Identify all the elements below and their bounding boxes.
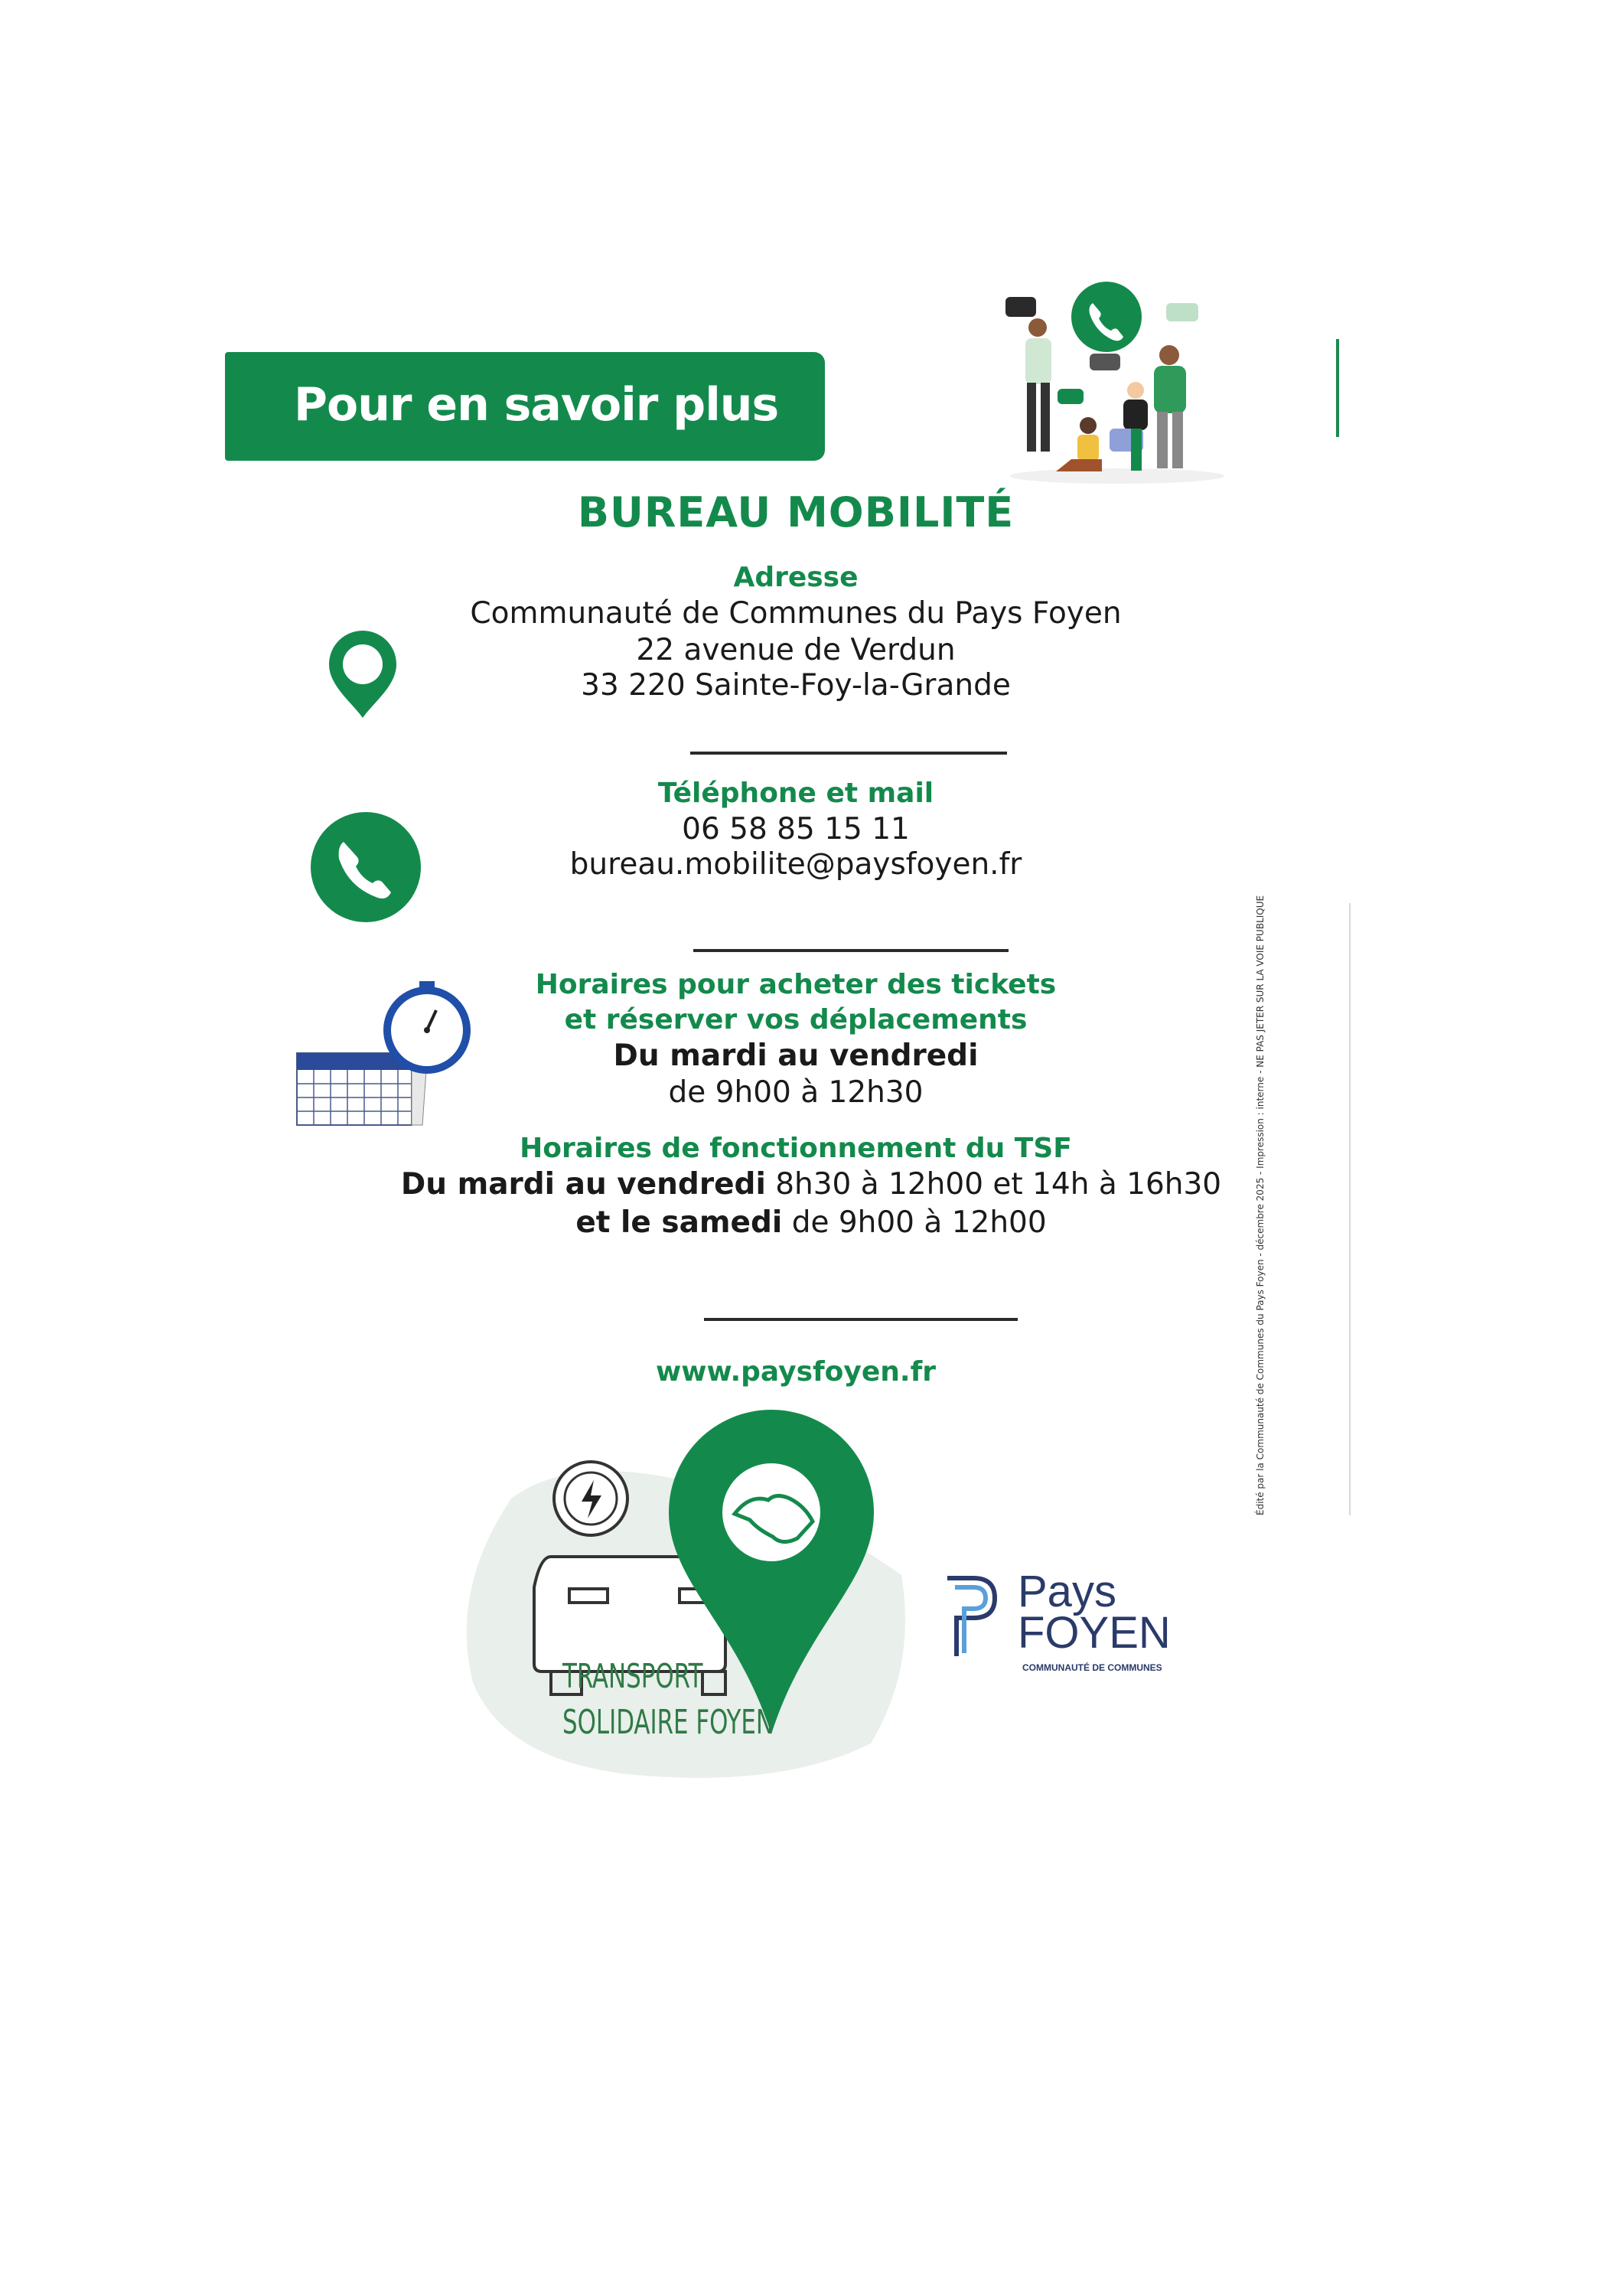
- banner: [225, 352, 825, 461]
- tickets-hours: de 9h00 à 12h30: [668, 1075, 924, 1110]
- pays-logo-subtitle: COMMUNAUTÉ DE COMMUNES: [1022, 1662, 1162, 1673]
- tsf-line-2-days: et le samedi: [575, 1205, 783, 1240]
- side-divider: [1349, 903, 1351, 1515]
- phone-number: 06 58 85 15 11: [682, 812, 910, 846]
- tsf-logo-line-2: SOLIDAIRE FOYEN: [562, 1703, 774, 1742]
- website-link[interactable]: www.paysfoyen.fr: [656, 1356, 936, 1388]
- separator: [704, 1318, 1018, 1321]
- tsf-line-2-hours: de 9h00 à 12h00: [782, 1205, 1047, 1240]
- phone-icon: [310, 811, 422, 923]
- tsf-line-1-days: Du mardi au vendredi: [400, 1167, 766, 1202]
- address-label: Adresse: [733, 562, 859, 593]
- tsf-line-2: [367, 1205, 1255, 1241]
- tickets-label-1: Horaires pour acheter des tickets: [535, 969, 1057, 1000]
- accent-bar: [1336, 339, 1339, 437]
- location-pin-icon: [324, 628, 401, 721]
- email-address: bureau.mobilite@paysfoyen.fr: [569, 847, 1022, 882]
- address-line-1: Communauté de Communes du Pays Foyen: [470, 596, 1122, 631]
- tickets-days: Du mardi au vendredi: [613, 1039, 979, 1073]
- tsf-label: Horaires de fonctionnement du TSF: [520, 1133, 1072, 1164]
- pays-logo-word-2: FOYEN: [1018, 1608, 1171, 1658]
- tsf-line-1: [367, 1166, 1255, 1203]
- pays-foyen-logo: [943, 1574, 999, 1659]
- page-title: BUREAU MOBILITÉ: [577, 488, 1015, 536]
- pays-logo-word-1: Pays: [1018, 1567, 1116, 1616]
- people-chat-illustration: [995, 276, 1224, 490]
- banner-text: Pour en savoir plus: [294, 378, 779, 432]
- address-line-2: 22 avenue de Verdun: [636, 633, 956, 667]
- tickets-label-2: et réserver vos déplacements: [564, 1004, 1028, 1035]
- tsf-logo-line-1: TRANSPORT: [562, 1657, 703, 1696]
- tsf-line-1-hours: 8h30 à 12h00 et 14h à 16h30: [765, 1167, 1222, 1202]
- address-line-3: 33 220 Sainte-Foy-la-Grande: [581, 668, 1011, 703]
- side-note: Édité par la Communauté de Communes du Pays Foyen - décembre 2025 - Impression : interne - NE PAS JETER SUR LA VOIE PUBLIQUE: [1255, 895, 1266, 1515]
- separator: [690, 752, 1007, 755]
- contact-label: Téléphone et mail: [657, 778, 934, 809]
- separator: [693, 949, 1009, 952]
